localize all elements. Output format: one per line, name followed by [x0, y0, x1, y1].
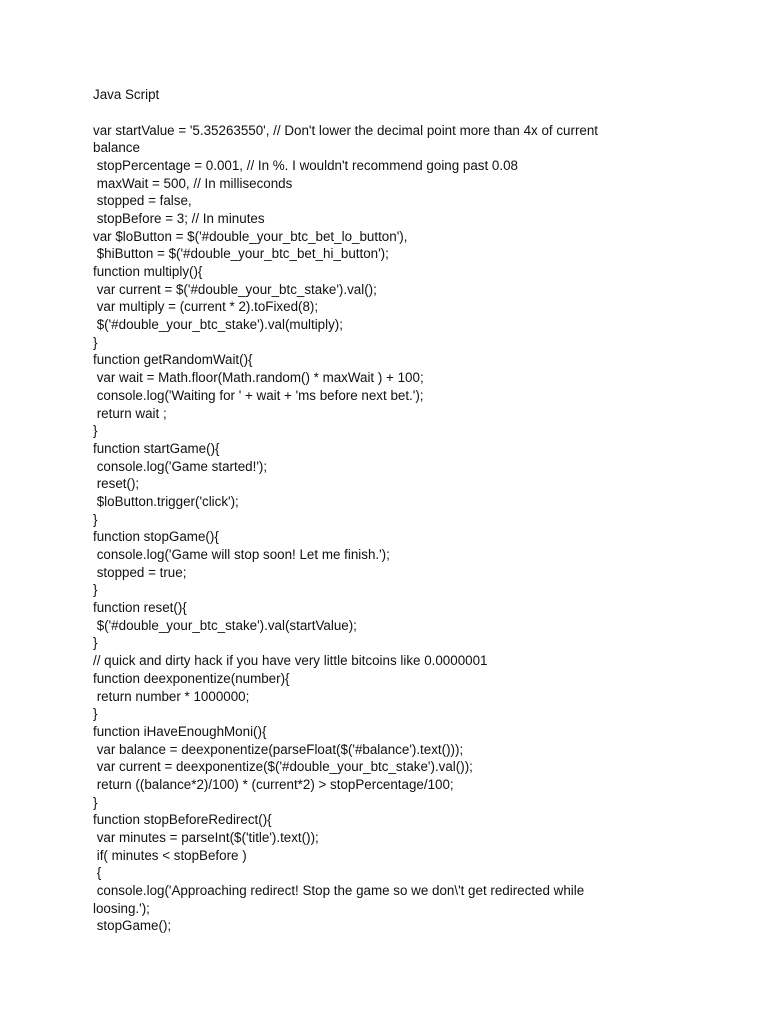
code-line: function startGame(){: [93, 440, 220, 456]
code-line: return ((balance*2)/100) * (current*2) > stopPercentage/100;: [93, 776, 454, 792]
code-line: $('#double_your_btc_stake').val(startValue);: [93, 617, 357, 633]
code-line: {: [93, 865, 102, 881]
code-line: $loButton.trigger('click');: [93, 493, 239, 509]
code-line: stopped = true;: [93, 564, 187, 580]
code-line: function reset(){: [93, 600, 187, 616]
code-line: reset();: [93, 476, 140, 492]
code-line: function stopBeforeRedirect(){: [93, 812, 272, 828]
code-line: return number * 1000000;: [93, 688, 250, 704]
code-line: stopBefore = 3; // In minutes: [93, 210, 265, 226]
code-line: }: [93, 794, 98, 810]
code-line: function multiply(){: [93, 264, 203, 279]
code-line: var balance = deexponentize(parseFloat($('#balance').text()));: [93, 741, 464, 757]
code-line: maxWait = 500, // In milliseconds: [93, 175, 293, 191]
code-line: var wait = Math.floor(Math.random() * maxWait ) + 100;: [93, 370, 424, 386]
code-line: balance: [93, 140, 140, 156]
code-line: function iHaveEnoughMoni(){: [93, 723, 267, 739]
code-line: }: [93, 423, 98, 439]
code-line: return wait ;: [93, 405, 167, 421]
code-line: var current = deexponentize($('#double_your_btc_stake').val());: [93, 759, 473, 775]
code-line: var $loButton = $('#double_your_btc_bet_lo_button'),: [93, 228, 408, 244]
code-line: }: [93, 582, 98, 598]
code-line: loosing.');: [93, 900, 150, 916]
code-line: // quick and dirty hack if you have very little bitcoins like 0.0000001: [93, 653, 488, 669]
code-line: }: [93, 334, 98, 350]
code-line: var current = $('#double_your_btc_stake').val();: [93, 281, 377, 297]
code-line: }: [93, 511, 98, 527]
code-line: if( minutes < stopBefore ): [93, 847, 247, 863]
code-line: $('#double_your_btc_stake').val(multiply);: [93, 317, 343, 333]
code-line: var startValue = '5.35263550', // Don't lower the decimal point more than 4x of current: [93, 122, 599, 138]
code-block: [93, 122, 653, 936]
code-line: }: [93, 635, 98, 651]
code-line: function getRandomWait(){: [93, 352, 253, 368]
code-line: console.log('Game started!');: [93, 458, 268, 474]
code-line: console.log('Waiting for ' + wait + 'ms before next bet.');: [93, 387, 424, 403]
code-line: function deexponentize(number){: [93, 670, 290, 686]
code-line: console.log('Game will stop soon! Let me finish.');: [93, 547, 390, 562]
code-line: var multiply = (current * 2).toFixed(8);: [93, 299, 319, 315]
code-line: $hiButton = $('#double_your_btc_bet_hi_button');: [93, 246, 389, 262]
code-line: stopped = false,: [93, 193, 192, 209]
code-line: var minutes = parseInt($('title').text());: [93, 830, 319, 845]
code-line: stopGame();: [93, 918, 172, 934]
code-line: }: [93, 706, 98, 722]
document-heading: Java Script: [93, 87, 160, 102]
code-line: console.log('Approaching redirect! Stop the game so we don\'t get redirected while: [93, 883, 585, 899]
code-line: stopPercentage = 0.001, // In %. I wouldn't recommend going past 0.08: [93, 157, 518, 173]
code-line: function stopGame(){: [93, 529, 219, 545]
